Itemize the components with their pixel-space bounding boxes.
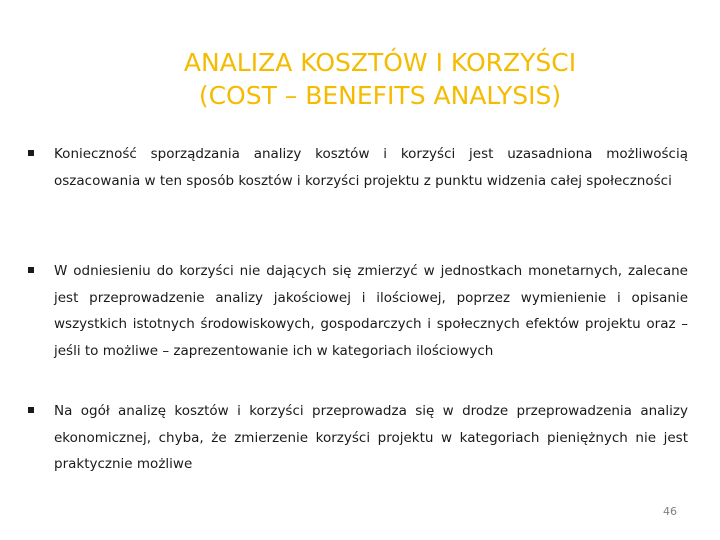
square-bullet-icon <box>28 267 34 273</box>
slide-title-line-2: (COST – BENEFITS ANALYSIS) <box>198 81 562 110</box>
bullet-text-3: Na ogół analizę kosztów i korzyści przeprowadza się w drodze przeprowadzenia analizy ekonomicznej, chyba, że zmierzenie korzyści projektu w kategoriach pieniężnych nie jest praktycznie możliwe <box>54 403 688 472</box>
square-bullet-icon <box>28 407 34 413</box>
bullet-text-1: Konieczność sporządzania analizy kosztów i korzyści jest uzasadniona możliwością oszacowania w ten sposób kosztów i korzyści projektu z punktu widzenia całej społeczności <box>54 146 688 189</box>
bullet-list <box>28 0 692 540</box>
page-number: 46 <box>663 505 677 518</box>
square-bullet-icon <box>28 150 34 156</box>
bullet-text-2: W odniesieniu do korzyści nie dających się zmierzyć w jednostkach monetarnych, zalecane jest przeprowadzenie analizy jakościowej i ilościowej, poprzez wymienienie i opisanie wszystkich istotnych środowiskowych, gospodarczych i społecznych efektów projektu oraz – jeśli to możliwe – zaprezentowanie ich w kategoriach ilościowych <box>54 263 688 359</box>
slide-title-line-1: ANALIZA KOSZTÓW I KORZYŚCI <box>183 48 577 77</box>
